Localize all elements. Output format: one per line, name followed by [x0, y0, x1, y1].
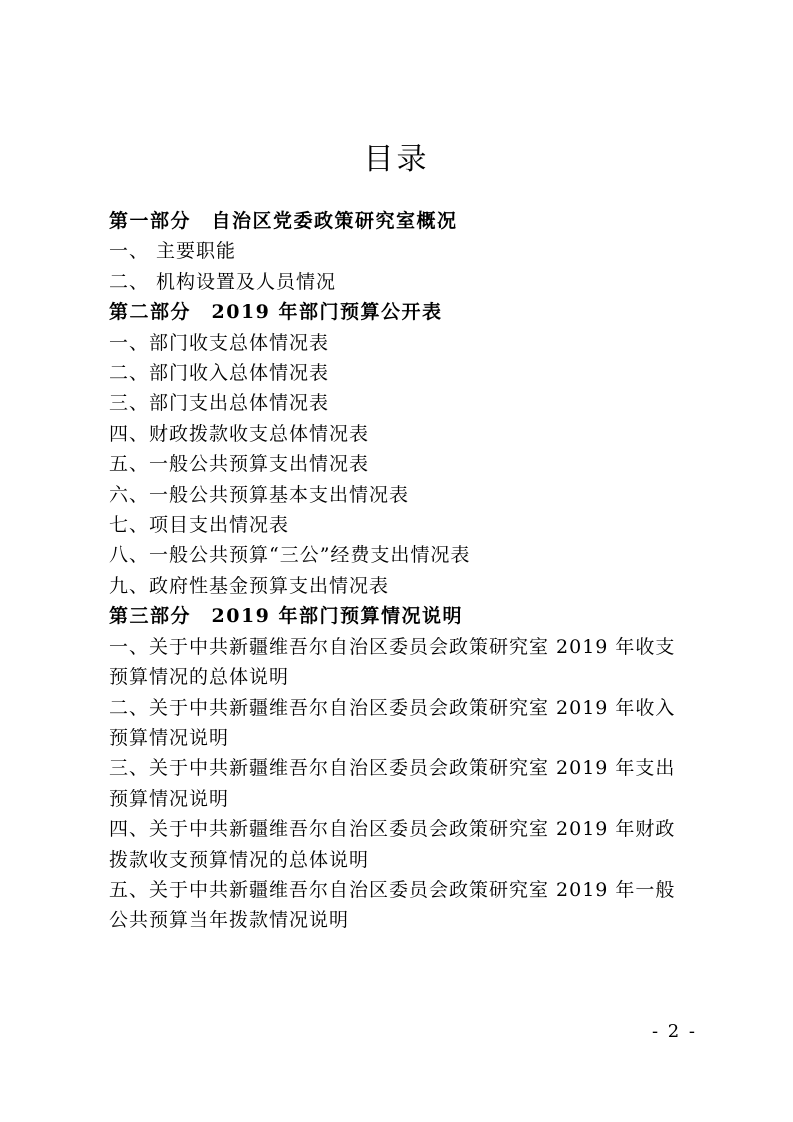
page-title: 目录: [363, 142, 430, 177]
toc-part-heading-2: 第二部分 2019 年部门预算公开表: [109, 301, 443, 324]
table-of-contents: [109, 206, 709, 936]
toc-item-continuation: 预算情况的总体说明: [109, 666, 290, 689]
toc-item: 一、部门收支总体情况表: [109, 331, 330, 354]
toc-item: 三、部门支出总体情况表: [109, 392, 330, 415]
toc-item: 九、政府性基金预算支出情况表: [109, 574, 390, 597]
toc-item: 二、部门收入总体情况表: [109, 362, 330, 385]
toc-item: 五、一般公共预算支出情况表: [109, 453, 370, 476]
toc-part-heading-1: 第一部分 自治区党委政策研究室概况: [109, 210, 458, 232]
toc-item: 五、关于中共新疆维吾尔自治区委员会政策研究室 2019 年一般: [109, 878, 676, 901]
toc-item-continuation: 预算情况说明: [109, 726, 230, 749]
toc-item: 一、关于中共新疆维吾尔自治区委员会政策研究室 2019 年收支: [109, 635, 676, 658]
toc-item: 三、关于中共新疆维吾尔自治区委员会政策研究室 2019 年支出: [109, 757, 676, 780]
toc-item-continuation: 公共预算当年拨款情况说明: [109, 909, 350, 932]
toc-item: 四、关于中共新疆维吾尔自治区委员会政策研究室 2019 年财政: [109, 818, 676, 841]
toc-item: 六、一般公共预算基本支出情况表: [109, 483, 410, 506]
toc-item: 八、一般公共预算“三公”经费支出情况表: [109, 544, 471, 567]
toc-item-continuation: 预算情况说明: [109, 787, 230, 810]
toc-item: 七、项目支出情况表: [109, 514, 290, 537]
toc-item: 二、 机构设置及人员情况: [109, 270, 337, 293]
toc-item-continuation: 拨款收支预算情况的总体说明: [109, 848, 370, 871]
toc-part-heading-3: 第三部分 2019 年部门预算情况说明: [109, 605, 463, 628]
toc-item: 二、关于中共新疆维吾尔自治区委员会政策研究室 2019 年收入: [109, 696, 676, 719]
toc-item: 四、财政拨款收支总体情况表: [109, 422, 370, 445]
page-number: - 2 -: [651, 1021, 697, 1042]
toc-item: 一、 主要职能: [109, 240, 237, 263]
